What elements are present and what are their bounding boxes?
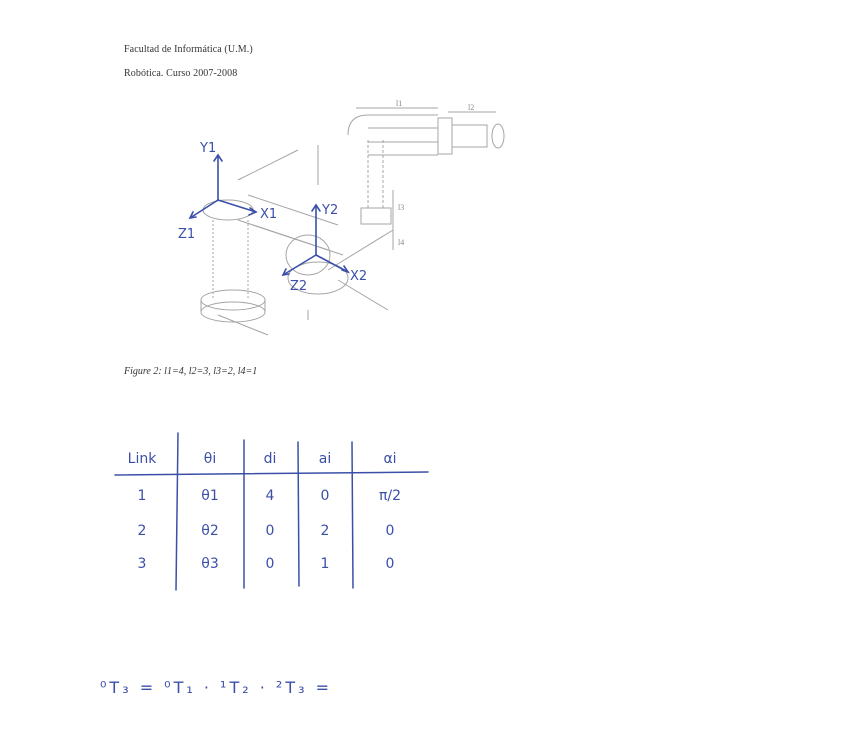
header-faculty: Facultad de Informática (U.M.) xyxy=(124,44,253,55)
table-cell: θ2 xyxy=(201,523,219,539)
frame1-y-label: Y1 xyxy=(200,141,217,156)
frame2-x-axis xyxy=(316,255,348,272)
table-column-divider xyxy=(352,442,353,588)
header-course: Robótica. Curso 2007-2008 xyxy=(124,68,238,79)
equation-text: ⁰T₃ = ⁰T₁ · ¹T₂ · ²T₃ = xyxy=(100,678,332,697)
frame2-x-label: X2 xyxy=(350,269,368,284)
table-header-underline xyxy=(115,472,428,475)
table-text xyxy=(128,451,401,572)
dimension-label-l1: l1 xyxy=(396,100,403,108)
table-cell: θ1 xyxy=(201,488,219,504)
table-header-cell: θi xyxy=(203,451,217,467)
robot-arm-figure xyxy=(178,100,508,350)
frame2-y-label: Y2 xyxy=(322,203,339,218)
table-cell: 1 xyxy=(137,488,147,504)
table-cell: 4 xyxy=(265,488,275,504)
table-header-cell: Link xyxy=(127,451,157,467)
dimension-labels xyxy=(396,100,474,247)
frame1-z-axis xyxy=(190,200,218,218)
dimension-label-l3: l3 xyxy=(398,203,405,212)
table-cell: 0 xyxy=(320,488,330,504)
handwritten-frame-labels xyxy=(178,141,367,294)
base-ellipse-bottom xyxy=(201,302,265,322)
table-column-divider xyxy=(298,442,299,586)
frame2-z-axis xyxy=(283,255,316,275)
printed-robot-drawing xyxy=(201,108,504,335)
table-header-cell: αi xyxy=(383,451,397,467)
dimension-label-l4: l4 xyxy=(398,238,405,247)
transform-equation xyxy=(95,663,395,708)
table-cell: π/2 xyxy=(378,488,402,504)
table-cell: 0 xyxy=(385,523,395,539)
base-ellipse xyxy=(201,290,265,310)
table-cell: 0 xyxy=(265,523,275,539)
frame1-x-label: X1 xyxy=(260,207,278,222)
frame1-z-label: Z1 xyxy=(178,227,196,242)
table-column-divider xyxy=(176,433,178,590)
table-cell: 2 xyxy=(137,523,147,539)
table-cell: 2 xyxy=(320,523,330,539)
table-cell: θ3 xyxy=(201,556,219,572)
table-cell: 3 xyxy=(137,556,147,572)
figure-caption: Figure 2: l1=4, l2=3, l3=2, l4=1 xyxy=(124,366,258,377)
dh-parameter-table xyxy=(110,428,450,598)
table-cell: 0 xyxy=(385,556,395,572)
frame2-z-label: Z2 xyxy=(290,279,308,294)
table-cell: 0 xyxy=(265,556,275,572)
table-header-cell: di xyxy=(263,451,277,467)
table-cell: 1 xyxy=(320,556,330,572)
dimension-label-l2: l2 xyxy=(468,103,475,112)
table-header-cell: ai xyxy=(318,451,332,467)
